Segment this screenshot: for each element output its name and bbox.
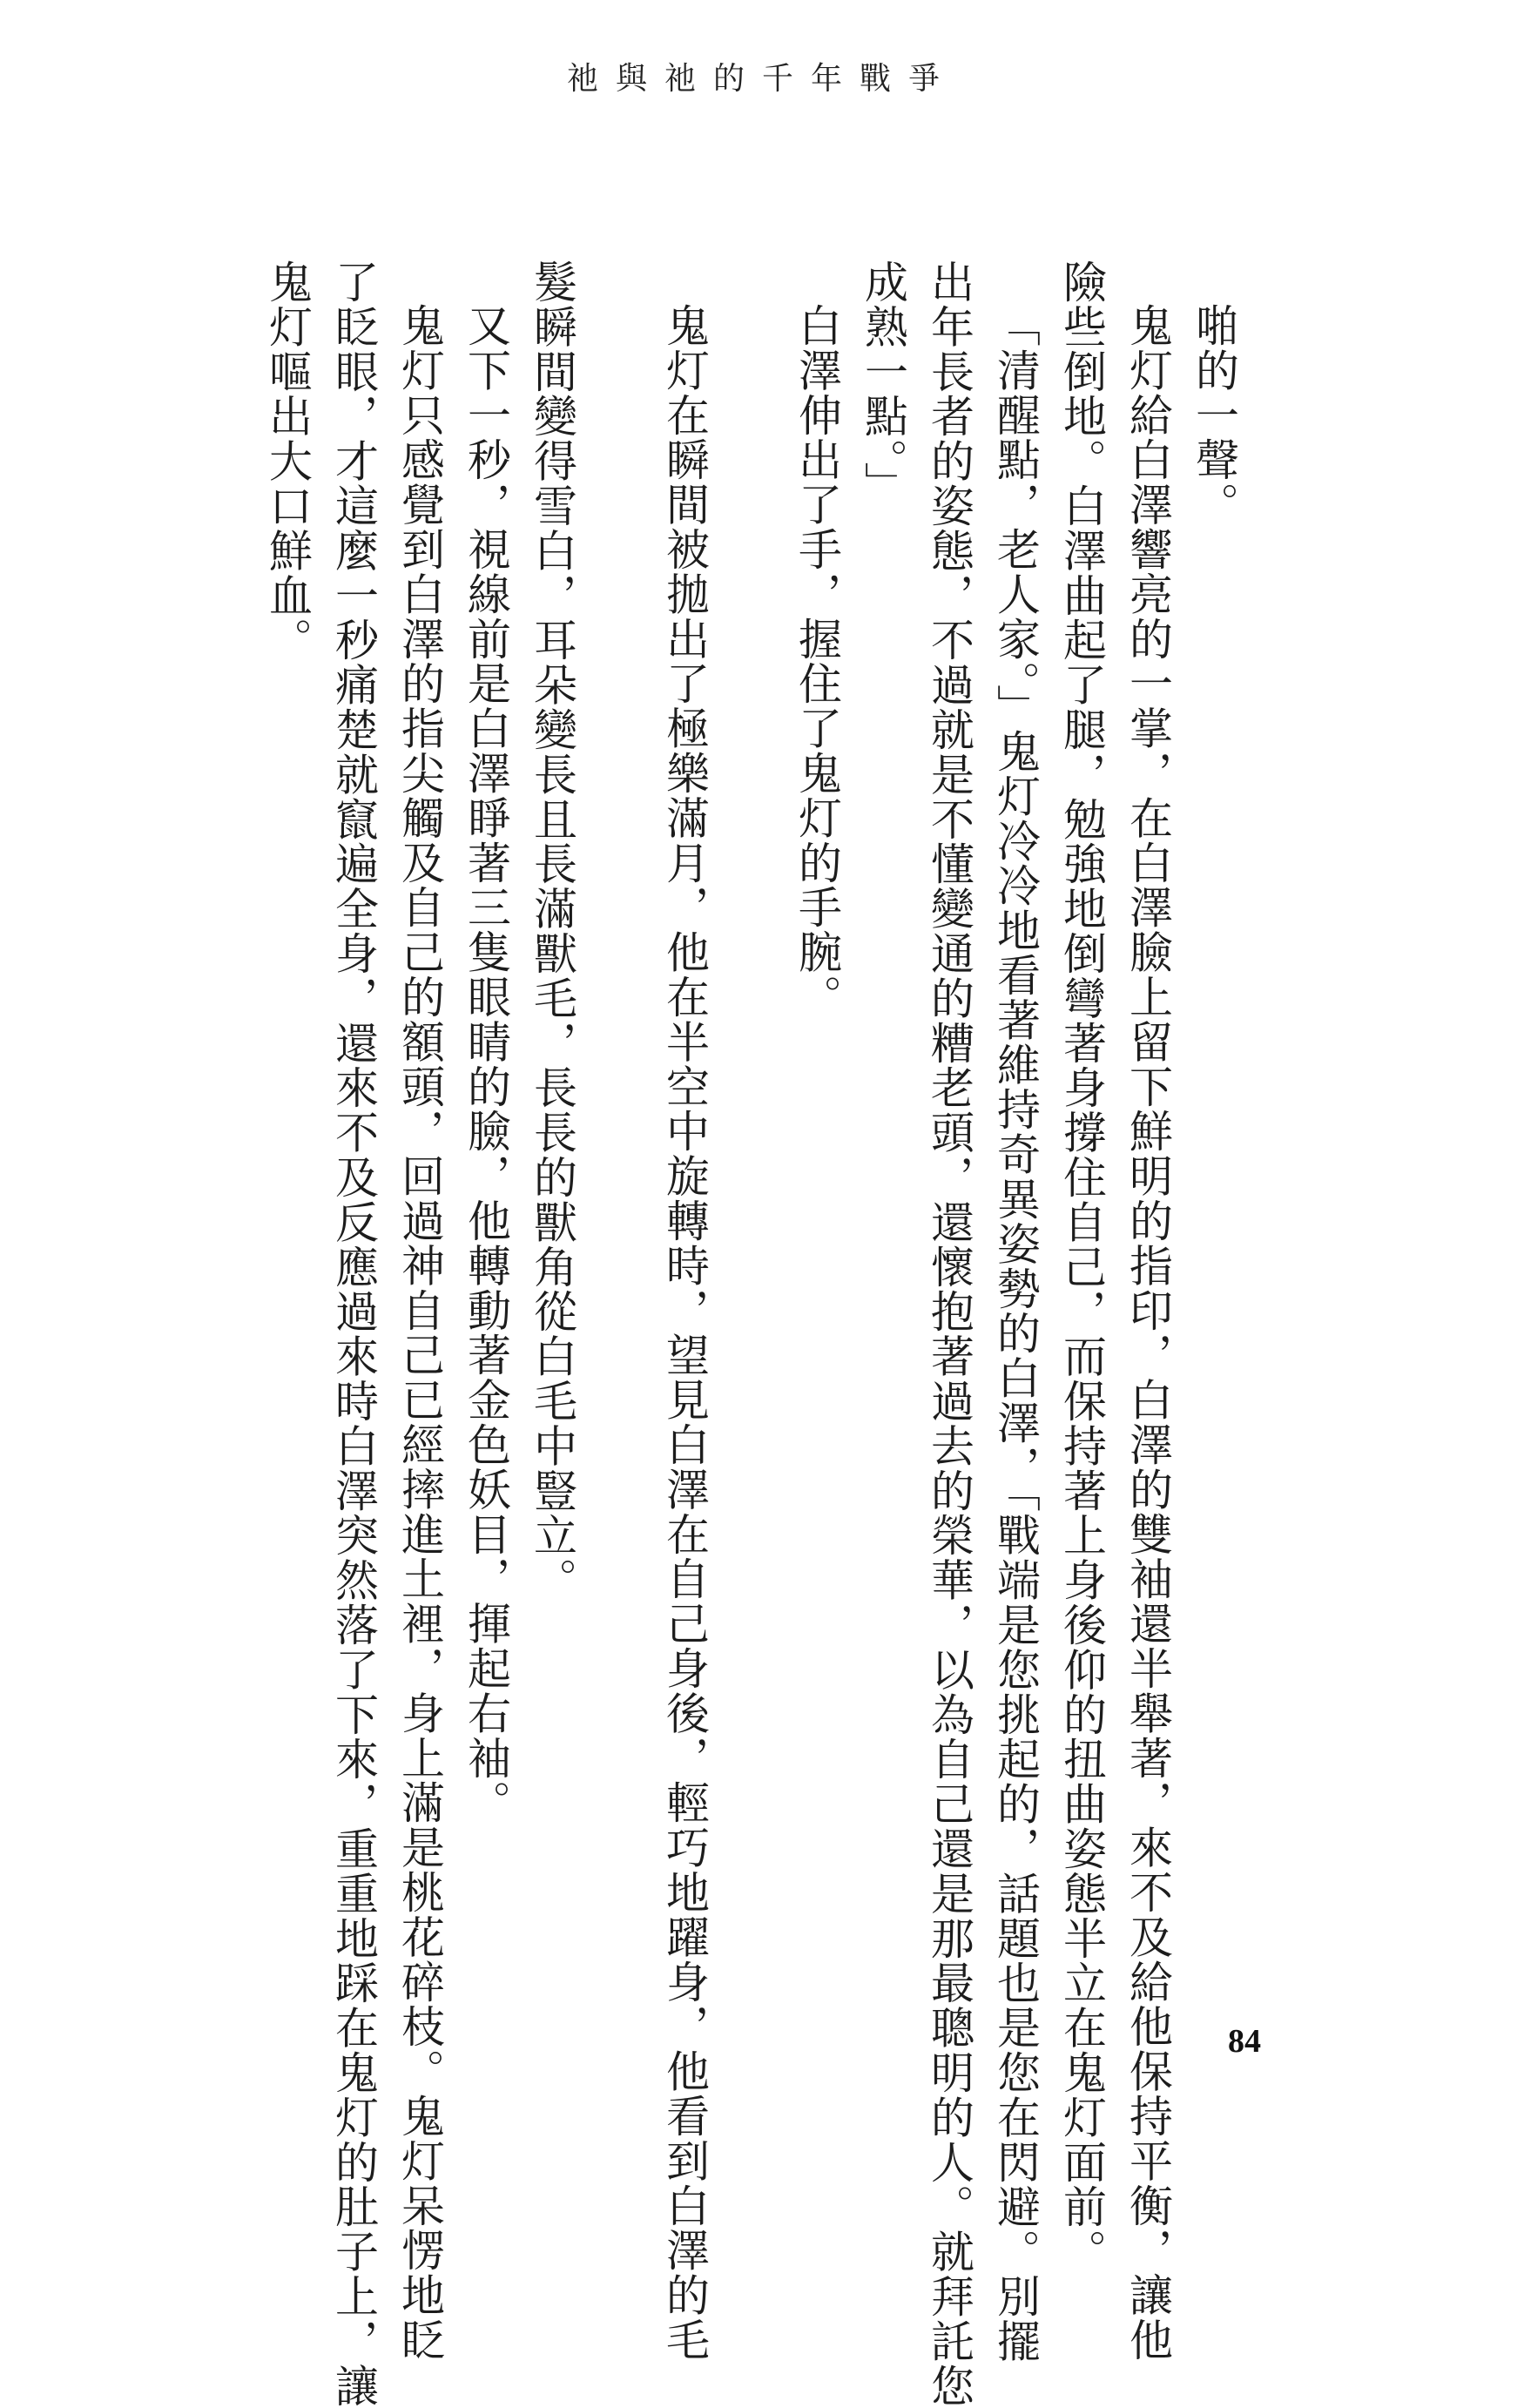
text-column-5: 出年長者的姿態，不過就是不懂變通的糟老頭，還懷抱著過去的榮華，以為自己還是那最聰明的人。就拜託您 <box>924 260 974 2408</box>
text-column-7: 白澤伸出了手，握住了鬼灯的手腕。 <box>792 303 842 1020</box>
text-column-12: 了眨眼，才這麼一秒痛楚就竄遍全身，還來不及反應過來時白澤突然落了下來，重重地踩在鬼灯的肚子上，讓 <box>328 260 379 2408</box>
text-column-6: 成熟一點。」 <box>858 260 908 507</box>
text-column-10: 又下一秒，視線前是白澤睜著三隻眼睛的臉，他轉動著金色妖目，揮起右袖。 <box>461 303 511 1825</box>
text-column-1: 啪的一聲。 <box>1189 303 1239 527</box>
text-column-8: 鬼灯在瞬間被拋出了極樂滿月，他在半空中旋轉時，望見白澤在自己身後，輕巧地躍身，他看到白澤的毛 <box>659 303 710 2363</box>
text-column-4: 「清醒點，老人家。」鬼灯冷冷地看著維持奇異姿勢的白澤，「戰端是您挑起的，話題也是您在閃避。別擺 <box>990 303 1041 2364</box>
text-column-11: 鬼灯只感覺到白澤的指尖觸及自己的額頭，回過神自己已經摔進土裡，身上滿是桃花碎枝。鬼灯呆愣地眨 <box>394 303 445 2363</box>
text-column-2: 鬼灯給白澤響亮的一掌，在白澤臉上留下鮮明的指印，白澤的雙袖還半舉著，來不及給他保持平衡，讓他 <box>1123 303 1173 2363</box>
page-number: 84 <box>1228 2023 1261 2060</box>
text-column-13: 鬼灯嘔出大口鮮血。 <box>262 260 313 663</box>
text-column-9: 髮瞬間變得雪白，耳朵變長且長滿獸毛，長長的獸角從白毛中豎立。 <box>527 260 577 1602</box>
text-column-3: 險些倒地。白澤曲起了腿，勉強地倒彎著身撐住自己，而保持著上身後仰的扭曲姿態半立在鬼灯面前。 <box>1056 260 1107 2274</box>
running-header: 祂與祂的千年戰爭 <box>566 61 957 97</box>
